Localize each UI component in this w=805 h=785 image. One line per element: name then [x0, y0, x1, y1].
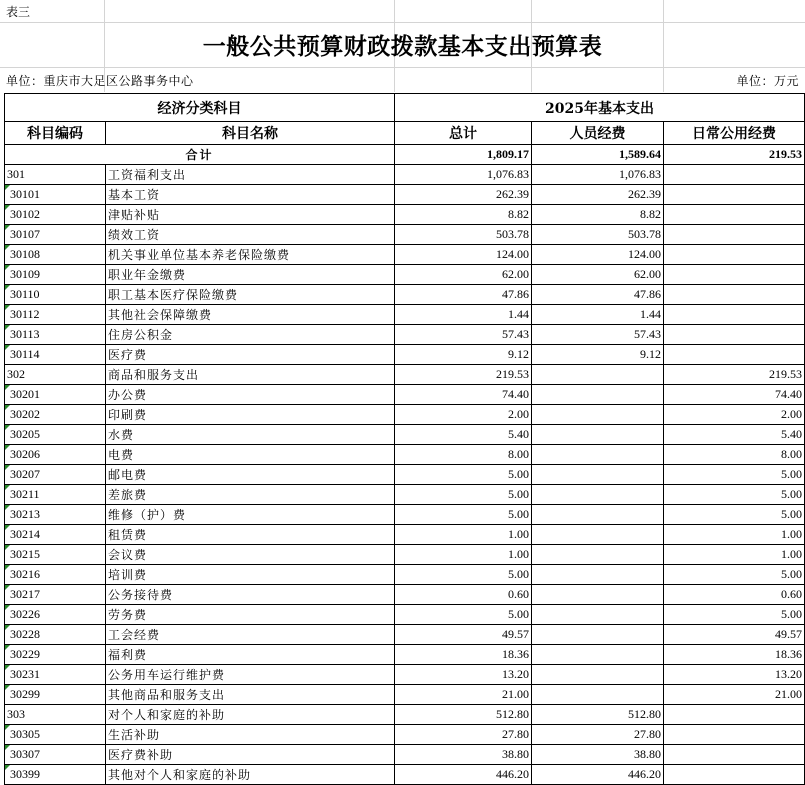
header-public: 日常公用经费	[664, 122, 805, 145]
row-total: 21.00	[395, 685, 532, 705]
row-total: 5.00	[395, 605, 532, 625]
row-public: 5.00	[664, 465, 805, 485]
header-econ-class: 经济分类科目	[5, 94, 395, 122]
row-personnel	[532, 385, 664, 405]
row-personnel: 1.44	[532, 305, 664, 325]
row-total: 5.00	[395, 565, 532, 585]
row-personnel	[532, 405, 664, 425]
row-code: 30112	[5, 305, 106, 325]
row-public	[664, 725, 805, 745]
row-total: 512.80	[395, 705, 532, 725]
table-row	[5, 365, 805, 385]
table-row	[5, 245, 805, 265]
row-public	[664, 225, 805, 245]
row-code: 30214	[5, 525, 106, 545]
row-public	[664, 305, 805, 325]
row-name: 机关事业单位基本养老保险缴费	[106, 245, 395, 265]
row-code: 303	[5, 705, 106, 725]
row-name: 租赁费	[106, 525, 395, 545]
row-personnel: 38.80	[532, 745, 664, 765]
row-public: 219.53	[664, 365, 805, 385]
row-code: 30206	[5, 445, 106, 465]
row-total: 124.00	[395, 245, 532, 265]
row-total: 219.53	[395, 365, 532, 385]
row-public	[664, 705, 805, 725]
row-name: 印刷费	[106, 405, 395, 425]
table-row	[5, 165, 805, 185]
row-name: 生活补助	[106, 725, 395, 745]
table-row	[5, 485, 805, 505]
row-personnel: 47.86	[532, 285, 664, 305]
row-public: 21.00	[664, 685, 805, 705]
row-public: 13.20	[664, 665, 805, 685]
table-row	[5, 605, 805, 625]
row-total: 503.78	[395, 225, 532, 245]
row-code: 30229	[5, 645, 106, 665]
row-personnel	[532, 425, 664, 445]
row-name: 福利费	[106, 645, 395, 665]
row-personnel: 446.20	[532, 765, 664, 785]
table-row	[5, 305, 805, 325]
row-code: 30207	[5, 465, 106, 485]
row-public: 1.00	[664, 545, 805, 565]
row-total: 0.60	[395, 585, 532, 605]
row-personnel	[532, 665, 664, 685]
row-total: 57.43	[395, 325, 532, 345]
row-code: 30215	[5, 545, 106, 565]
row-personnel: 512.80	[532, 705, 664, 725]
row-personnel	[532, 585, 664, 605]
table-row	[5, 665, 805, 685]
row-personnel	[532, 445, 664, 465]
row-code: 30399	[5, 765, 106, 785]
header-code: 科目编码	[5, 122, 106, 145]
row-personnel	[532, 525, 664, 545]
table-row	[5, 385, 805, 405]
row-public: 5.40	[664, 425, 805, 445]
table-row	[5, 625, 805, 645]
row-code: 30307	[5, 745, 106, 765]
row-personnel: 1,076.83	[532, 165, 664, 185]
row-total: 27.80	[395, 725, 532, 745]
row-personnel	[532, 465, 664, 485]
row-name: 住房公积金	[106, 325, 395, 345]
table-row	[5, 545, 805, 565]
row-personnel	[532, 545, 664, 565]
header-total: 总计	[395, 122, 532, 145]
row-public: 18.36	[664, 645, 805, 665]
row-name: 职业年金缴费	[106, 265, 395, 285]
row-personnel: 124.00	[532, 245, 664, 265]
row-code: 30299	[5, 685, 106, 705]
header-year-basic: 2025年基本支出	[395, 94, 805, 122]
row-personnel: 57.43	[532, 325, 664, 345]
row-personnel	[532, 485, 664, 505]
row-code: 30217	[5, 585, 106, 605]
row-code: 30226	[5, 605, 106, 625]
row-public: 74.40	[664, 385, 805, 405]
table-row	[5, 585, 805, 605]
row-public: 8.00	[664, 445, 805, 465]
row-name: 基本工资	[106, 185, 395, 205]
row-name: 公务接待费	[106, 585, 395, 605]
row-name: 水费	[106, 425, 395, 445]
row-personnel	[532, 605, 664, 625]
table-row	[5, 285, 805, 305]
row-total: 262.39	[395, 185, 532, 205]
row-code: 30231	[5, 665, 106, 685]
row-personnel	[532, 645, 664, 665]
row-code: 30305	[5, 725, 106, 745]
row-code: 30108	[5, 245, 106, 265]
row-name: 职工基本医疗保险缴费	[106, 285, 395, 305]
row-code: 30213	[5, 505, 106, 525]
row-code: 30107	[5, 225, 106, 245]
row-code: 30202	[5, 405, 106, 425]
row-personnel: 262.39	[532, 185, 664, 205]
row-name: 工资福利支出	[106, 165, 395, 185]
row-total: 49.57	[395, 625, 532, 645]
row-personnel: 503.78	[532, 225, 664, 245]
table-row	[5, 525, 805, 545]
table-row	[5, 765, 805, 785]
table-row	[5, 345, 805, 365]
table-row	[5, 225, 805, 245]
row-code: 301	[5, 165, 106, 185]
row-public	[664, 285, 805, 305]
row-name: 差旅费	[106, 485, 395, 505]
row-total: 1.00	[395, 525, 532, 545]
table-row	[5, 685, 805, 705]
row-public: 1.00	[664, 525, 805, 545]
row-personnel	[532, 625, 664, 645]
row-public: 0.60	[664, 585, 805, 605]
row-total: 74.40	[395, 385, 532, 405]
row-code: 302	[5, 365, 106, 385]
table-row	[5, 325, 805, 345]
table-row	[5, 265, 805, 285]
currency-unit: 单位：万元	[736, 74, 799, 88]
total-row	[5, 145, 805, 165]
row-name: 公务用车运行维护费	[106, 665, 395, 685]
row-total: 1,076.83	[395, 165, 532, 185]
row-name: 医疗费补助	[106, 745, 395, 765]
budget-table	[4, 93, 805, 785]
row-code: 30102	[5, 205, 106, 225]
row-total: 9.12	[395, 345, 532, 365]
row-public: 2.00	[664, 405, 805, 425]
row-personnel	[532, 365, 664, 385]
row-public	[664, 165, 805, 185]
row-public	[664, 185, 805, 205]
row-code: 30228	[5, 625, 106, 645]
table-row	[5, 445, 805, 465]
table-row	[5, 205, 805, 225]
row-name: 工会经费	[106, 625, 395, 645]
page-title: 一般公共预算财政拨款基本支出预算表	[202, 33, 603, 60]
row-total: 2.00	[395, 405, 532, 425]
table-row	[5, 705, 805, 725]
row-total: 5.00	[395, 505, 532, 525]
total-public: 219.53	[664, 145, 805, 165]
row-public	[664, 245, 805, 265]
row-name: 培训费	[106, 565, 395, 585]
row-code: 30109	[5, 265, 106, 285]
row-name: 会议费	[106, 545, 395, 565]
row-name: 办公费	[106, 385, 395, 405]
row-public	[664, 345, 805, 365]
row-personnel	[532, 505, 664, 525]
row-total: 13.20	[395, 665, 532, 685]
header-name: 科目名称	[106, 122, 395, 145]
row-personnel: 62.00	[532, 265, 664, 285]
row-public: 5.00	[664, 605, 805, 625]
row-personnel	[532, 565, 664, 585]
row-public: 49.57	[664, 625, 805, 645]
table-row	[5, 405, 805, 425]
header-personnel: 人员经费	[532, 122, 664, 145]
table-row	[5, 645, 805, 665]
row-total: 446.20	[395, 765, 532, 785]
row-code: 30101	[5, 185, 106, 205]
row-name: 其他对个人和家庭的补助	[106, 765, 395, 785]
row-total: 62.00	[395, 265, 532, 285]
row-name: 电费	[106, 445, 395, 465]
row-total: 1.00	[395, 545, 532, 565]
row-code: 30110	[5, 285, 106, 305]
row-code: 30216	[5, 565, 106, 585]
row-personnel: 8.82	[532, 205, 664, 225]
row-name: 商品和服务支出	[106, 365, 395, 385]
table-row	[5, 565, 805, 585]
row-total: 1.44	[395, 305, 532, 325]
row-code: 30211	[5, 485, 106, 505]
total-personnel: 1,589.64	[532, 145, 664, 165]
table-row	[5, 725, 805, 745]
row-total: 18.36	[395, 645, 532, 665]
table-row	[5, 745, 805, 765]
row-total: 47.86	[395, 285, 532, 305]
row-name: 绩效工资	[106, 225, 395, 245]
row-name: 邮电费	[106, 465, 395, 485]
row-personnel: 9.12	[532, 345, 664, 365]
row-public	[664, 745, 805, 765]
row-personnel	[532, 685, 664, 705]
row-name: 医疗费	[106, 345, 395, 365]
row-name: 维修（护）费	[106, 505, 395, 525]
row-name: 对个人和家庭的补助	[106, 705, 395, 725]
row-total: 5.00	[395, 485, 532, 505]
row-code: 30205	[5, 425, 106, 445]
row-public	[664, 765, 805, 785]
table-row	[5, 505, 805, 525]
row-total: 5.40	[395, 425, 532, 445]
row-code: 30113	[5, 325, 106, 345]
organization-unit: 单位：重庆市大足区公路事务中心	[6, 74, 194, 88]
row-public	[664, 265, 805, 285]
table-row	[5, 465, 805, 485]
row-public: 5.00	[664, 565, 805, 585]
total-label: 合计	[5, 145, 395, 165]
row-public	[664, 205, 805, 225]
row-name: 其他商品和服务支出	[106, 685, 395, 705]
row-name: 其他社会保障缴费	[106, 305, 395, 325]
row-public: 5.00	[664, 485, 805, 505]
table-row	[5, 185, 805, 205]
row-personnel: 27.80	[532, 725, 664, 745]
table-number-label: 表三	[6, 5, 31, 19]
row-total: 8.00	[395, 445, 532, 465]
row-code: 30114	[5, 345, 106, 365]
row-total: 8.82	[395, 205, 532, 225]
row-name: 津贴补贴	[106, 205, 395, 225]
row-total: 38.80	[395, 745, 532, 765]
row-total: 5.00	[395, 465, 532, 485]
table-row	[5, 425, 805, 445]
total-sum: 1,809.17	[395, 145, 532, 165]
row-code: 30201	[5, 385, 106, 405]
row-public	[664, 325, 805, 345]
row-public: 5.00	[664, 505, 805, 525]
row-name: 劳务费	[106, 605, 395, 625]
